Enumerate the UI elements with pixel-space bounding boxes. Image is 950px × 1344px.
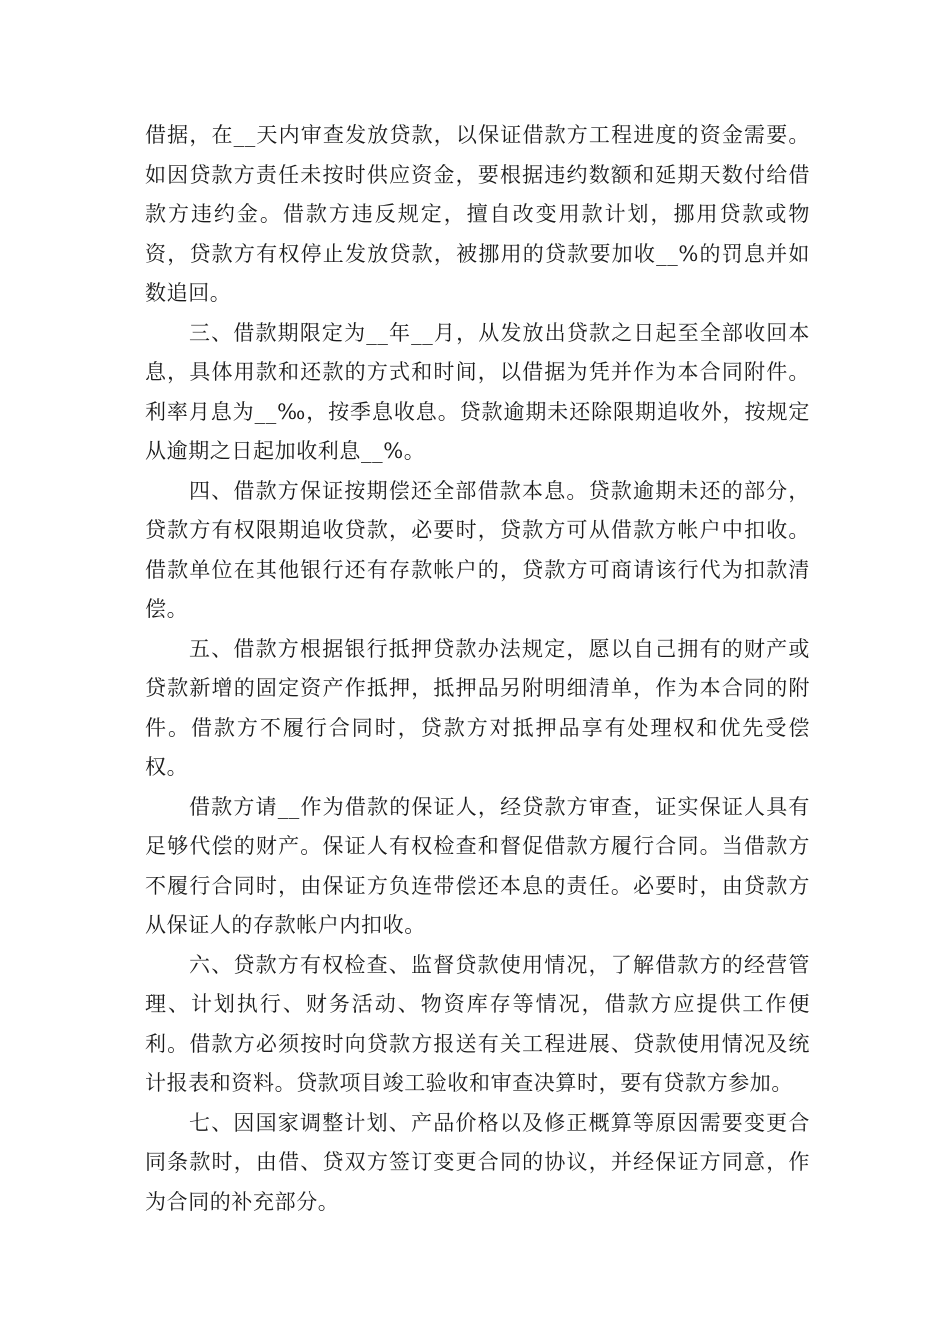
document-body: [145, 116, 810, 1222]
paragraph-clause-5-collateral: 五、借款方根据银行抵押贷款办法规定，愿以自己拥有的财产或贷款新增的固定资产作抵押，抵押品另附明细清单，作为本合同的附件。借款方不履行合同时，贷款方对抵押品享有处理权和优先受偿权。: [145, 636, 810, 779]
paragraph-clause-6-supervision: 六、贷款方有权检查、监督贷款使用情况，了解借款方的经营管理、计划执行、财务活动、物资库存等情况，借款方应提供工作便利。借款方必须按时向贷款方报送有关工程进展、贷款使用情况及统计报表和资料。贷款项目竣工验收和审查决算时，要有贷款方参加。: [145, 952, 810, 1095]
paragraph-clause-3-loan-term: 三、借款期限定为__年__月，从发放出贷款之日起至全部收回本息，具体用款和还款的方式和时间，以借据为凭并作为本合同附件。利率月息为__‰，按季息收息。贷款逾期未还除限期追收外，按规定从逾期之日起加收利息__%。: [145, 320, 810, 463]
paragraph-clause-7-amendment: 七、因国家调整计划、产品价格以及修正概算等原因需要变更合同条款时，由借、贷双方签订变更合同的协议，并经保证方同意，作为合同的补充部分。: [145, 1110, 810, 1214]
paragraph-loan-release: 借据，在__天内审查发放贷款，以保证借款方工程进度的资金需要。如因贷款方责任未按时供应资金，要根据违约数额和延期天数付给借款方违约金。借款方违反规定，擅自改变用款计划，挪用贷款或物资，贷款方有权停止发放贷款，被挪用的贷款要加收__%的罚息并如数追回。: [145, 123, 810, 305]
paragraph-clause-4-repayment: 四、借款方保证按期偿还全部借款本息。贷款逾期未还的部分，贷款方有权限期追收贷款，必要时，贷款方可从借款方帐户中扣收。借款单位在其他银行还有存款帐户的，贷款方可商请该行代为扣款清偿。: [145, 478, 810, 621]
paragraph-guarantor: 借款方请__作为借款的保证人，经贷款方审查，证实保证人具有足够代偿的财产。保证人有权检查和督促借款方履行合同。当借款方不履行合同时，由保证方负连带偿还本息的责任。必要时，由贷款方从保证人的存款帐户内扣收。: [145, 794, 810, 937]
